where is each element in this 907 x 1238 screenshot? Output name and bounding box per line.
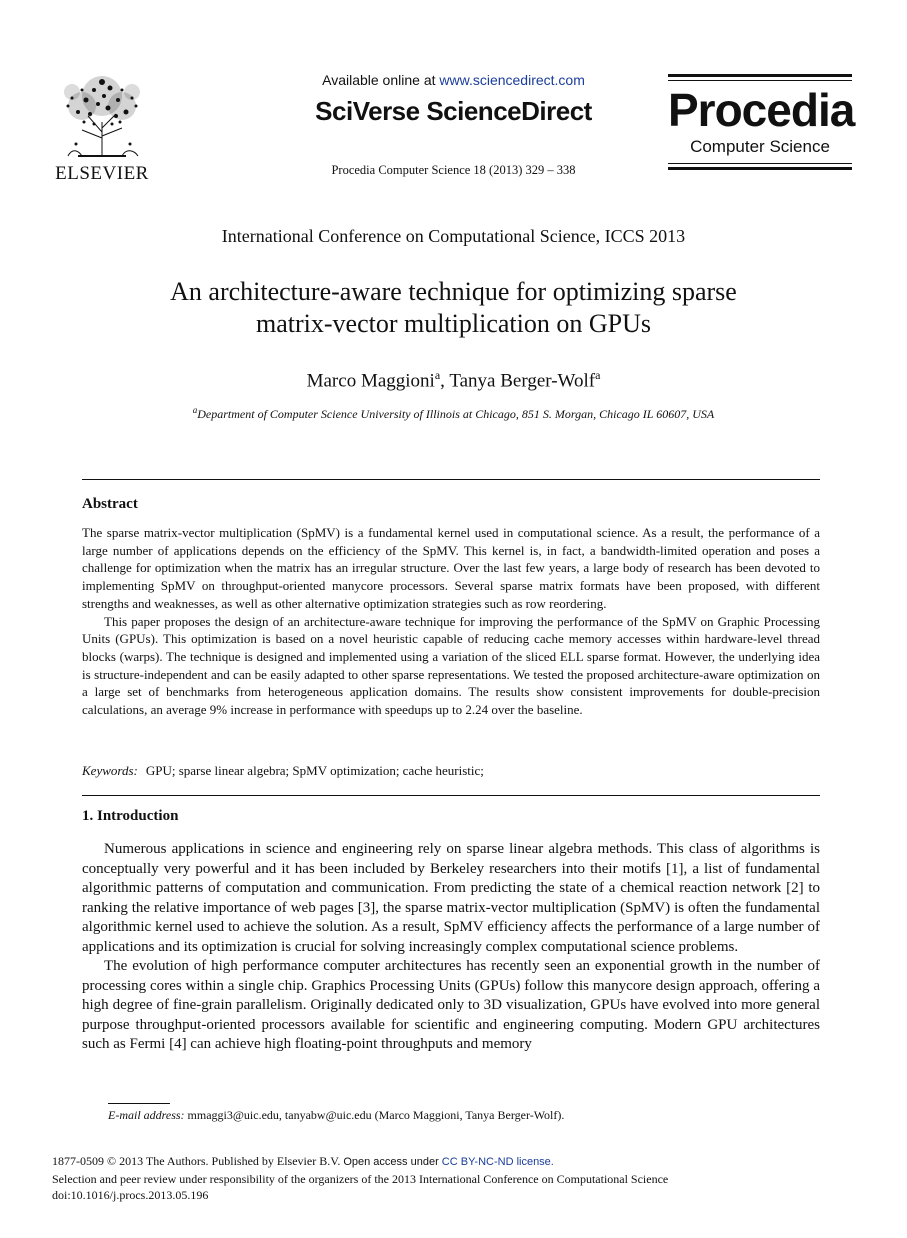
paper-title-line1: An architecture-aware technique for optimizing sparse (170, 277, 737, 306)
conference-name: International Conference on Computational Science, ICCS 2013 (221, 226, 686, 246)
doi[interactable]: doi:10.1016/j.procs.2013.05.196 (52, 1188, 209, 1202)
paper-title (100, 276, 807, 340)
intro-paragraph-1: Numerous applications in science and engineering rely on sparse linear algebra methods. This class of algorithms is conceptually very powerful and it has been included by Berkeley researchers into their motifs [1], a list of fundamental algorithmic patterns of computation and communication. From predicting the state of a chemical reaction network [2] to ranking the relative importance of web pages [3], the sparse matrix-vector multiplication (SpMV) is often the fundamental algorithmic kernel used to achieve the solution. As a result, SpMV efficiency affects the performance of a large number of applications and its optimization is crucial for solving increasingly complex computational science problems. (82, 841, 820, 955)
author-separator: , (440, 370, 450, 392)
procedia-bottom-bar (668, 167, 852, 170)
procedia-subtitle: Computer Science (690, 137, 830, 156)
procedia-title: Procedia (668, 84, 855, 136)
elsevier-wordmark: ELSEVIER (55, 163, 149, 184)
license-link[interactable]: CC BY-NC-ND license. (441, 1156, 554, 1168)
procedia-bottom-bar-thin (668, 163, 852, 164)
introduction-heading: 1. Introduction (82, 808, 179, 824)
abstract-paragraph-1: The sparse matrix-vector multiplication (SpMV) is a fundamental kernel used in computational science. As a result, the performance of a large number of applications depends on the efficiency of the SpMV. This kernel is, in fact, a bandwidth-limited operation and poses a challenge for optimization when the matrix has an irregular structure. Over the last few years, a large body of research has been devoted to implementing SpMV on throughput-oriented manycore processors. Several sparse matrix formats have been proposed, with different strengths and weaknesses, as well as other alternative optimization strategies such as row reordering. (82, 525, 820, 611)
affiliation (0, 405, 907, 422)
abstract-body (82, 524, 820, 719)
copyright: 1877-0509 © 2013 The Authors. Published by Elsevier B.V. (52, 1154, 344, 1168)
intro-paragraph-2: The evolution of high performance computer architectures has recently seen an exponential growth in the number of processing cores within a single chip. Graphics Processing Units (GPUs) follow this manycore design approach, offering a high degree of fine-grain parallelism. Originally dedicated only to 3D visualization, GPUs have evolved into more general purpose throughput-oriented processors available for scientific and engineering computing. Modern GPU architectures such as Fermi [4] can achieve high floating-point throughputs and memory (82, 958, 820, 1052)
abstract-paragraph-2: This paper proposes the design of an architecture-aware technique for improving the performance of the SpMV on Graphic Processing Units (GPUs). This optimization is based on a novel heuristic capable of reducing cache memory accesses within hardware-level thread blocks (warps). The technique is designed and implemented using a variation of the sliced ELL sparse format. However, the underlying idea is structure-independent and can be easily adapted to other sparse representations. We tested the proposed architecture-aware optimization on a large set of benchmarks from heterogeneous application domains. The results show consistent improvements for double-precision calculations, an average 9% increase in performance with speedups up to 2.24 over the baseline. (82, 613, 820, 718)
author-2-affil: a (595, 368, 601, 382)
affiliation-text: Department of Computer Science University of Illinois at Chicago, 851 S. Morgan, Chicago IL 60607, USA (197, 407, 715, 421)
author-1: Marco Maggioni (306, 370, 435, 392)
keywords-label: Keywords: (82, 763, 138, 778)
footer-copyright-line (52, 1153, 852, 1171)
abstract-bottom-rule (82, 795, 820, 796)
introduction-body (82, 840, 820, 1055)
author-1-affil: a (434, 368, 441, 382)
abstract-heading: Abstract (82, 496, 138, 512)
keywords (82, 763, 820, 779)
procedia-logo (668, 74, 855, 170)
paper-title-line2: matrix-vector multiplication on GPUs (256, 309, 651, 338)
procedia-top-bar-thin (668, 80, 852, 81)
available-online: Available online at www.sciencedirect.com (322, 72, 585, 88)
sciverse-sciencedirect-logo: SciVerse ScienceDirect (315, 96, 592, 126)
footnote-rule (108, 1103, 170, 1104)
author-2: Tanya Berger-Wolf (449, 370, 596, 392)
journal-citation: Procedia Computer Science 18 (2013) 329 – 338 (331, 163, 576, 177)
footnote-label: E-mail address: (108, 1108, 185, 1122)
authors (0, 368, 907, 392)
procedia-top-bar (668, 74, 852, 77)
footnote (108, 1108, 564, 1123)
open-access-text: Open access under (343, 1156, 442, 1168)
sciencedirect-link[interactable]: www.sciencedirect.com (439, 72, 585, 88)
footer (52, 1153, 852, 1204)
affiliation-mark: a (192, 405, 198, 415)
peer-review-statement: Selection and peer review under responsibility of the organizers of the 2013 International Conference on Computational Science (52, 1171, 669, 1186)
abstract-top-rule (82, 479, 820, 480)
keywords-list: GPU; sparse linear algebra; SpMV optimization; cache heuristic; (145, 763, 484, 778)
footnote-text: mmaggi3@uic.edu, tanyabw@uic.edu (Marco Maggioni, Tanya Berger-Wolf). (184, 1108, 565, 1122)
